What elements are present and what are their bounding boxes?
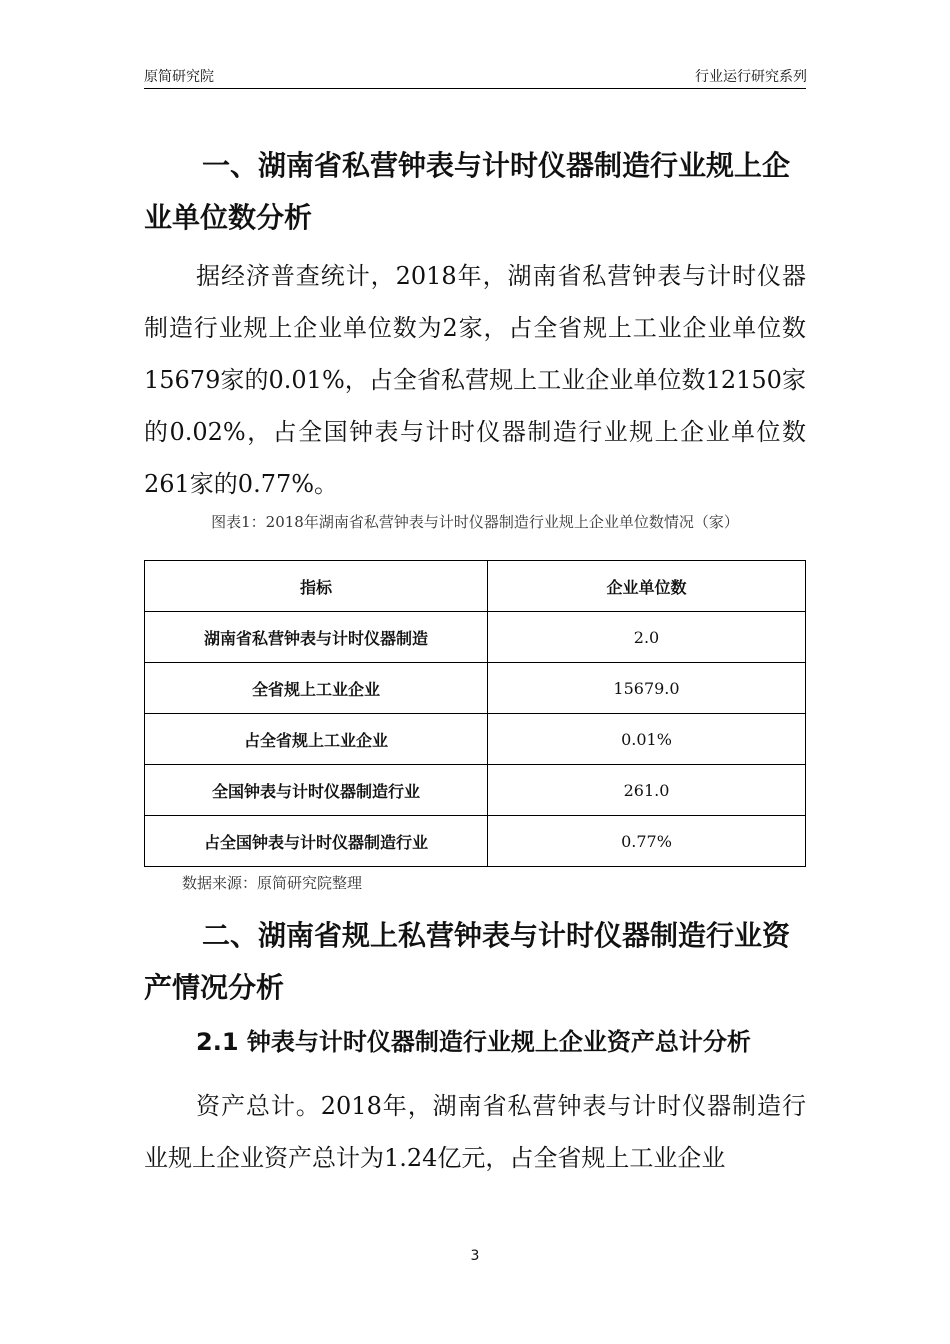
table-cell-label: 占全省规上工业企业 <box>145 714 488 765</box>
table-cell-value: 15679.0 <box>488 663 806 714</box>
table-cell-value: 261.0 <box>488 765 806 816</box>
table-cell-value: 2.0 <box>488 612 806 663</box>
section2-subheading: 2.1 钟表与计时仪器制造行业规上企业资产总计分析 <box>196 1028 751 1056</box>
table-header-row <box>145 561 806 612</box>
table-caption: 图表1：2018年湖南省私营钟表与计时仪器制造行业规上企业单位数情况（家） <box>211 513 739 531</box>
section2-paragraph: 资产总计。2018年，湖南省私营钟表与计时仪器制造行业规上企业资产总计为1.24亿元，占全省规上工业企业 <box>144 1092 806 1172</box>
page-number: 3 <box>470 1248 480 1264</box>
table-row <box>145 714 806 765</box>
header-rule <box>144 88 806 89</box>
section1-paragraph: 据经济普查统计，2018年，湖南省私营钟表与计时仪器制造行业规上企业单位数为2家，占全省规上工业企业单位数15679家的0.01%，占全省私营规上工业企业单位数12150家的0.02%，占全国钟表与计时仪器制造行业规上企业单位数261家的0.77%。 <box>144 262 806 498</box>
table-cell-value: 0.01% <box>488 714 806 765</box>
table-cell-label: 湖南省私营钟表与计时仪器制造 <box>145 612 488 663</box>
data-table <box>144 560 806 867</box>
table-cell-label: 全国钟表与计时仪器制造行业 <box>145 765 488 816</box>
section1-heading: 一、湖南省私营钟表与计时仪器制造行业规上企业单位数分析 <box>144 149 791 234</box>
table-source-note: 数据来源：原简研究院整理 <box>182 874 363 892</box>
table-cell-label: 占全国钟表与计时仪器制造行业 <box>145 816 488 867</box>
table-cell-label: 全省规上工业企业 <box>145 663 488 714</box>
section2-heading: 二、湖南省规上私营钟表与计时仪器制造行业资产情况分析 <box>144 919 791 1004</box>
header-series-name: 行业运行研究系列 <box>695 69 807 85</box>
table-header-indicator: 指标 <box>145 561 488 612</box>
table-header-count: 企业单位数 <box>488 561 806 612</box>
table-cell-value: 0.77% <box>488 816 806 867</box>
table-row <box>145 816 806 867</box>
table-row <box>145 765 806 816</box>
table-row <box>145 663 806 714</box>
header-org-name: 原简研究院 <box>144 69 214 85</box>
table-row <box>145 612 806 663</box>
